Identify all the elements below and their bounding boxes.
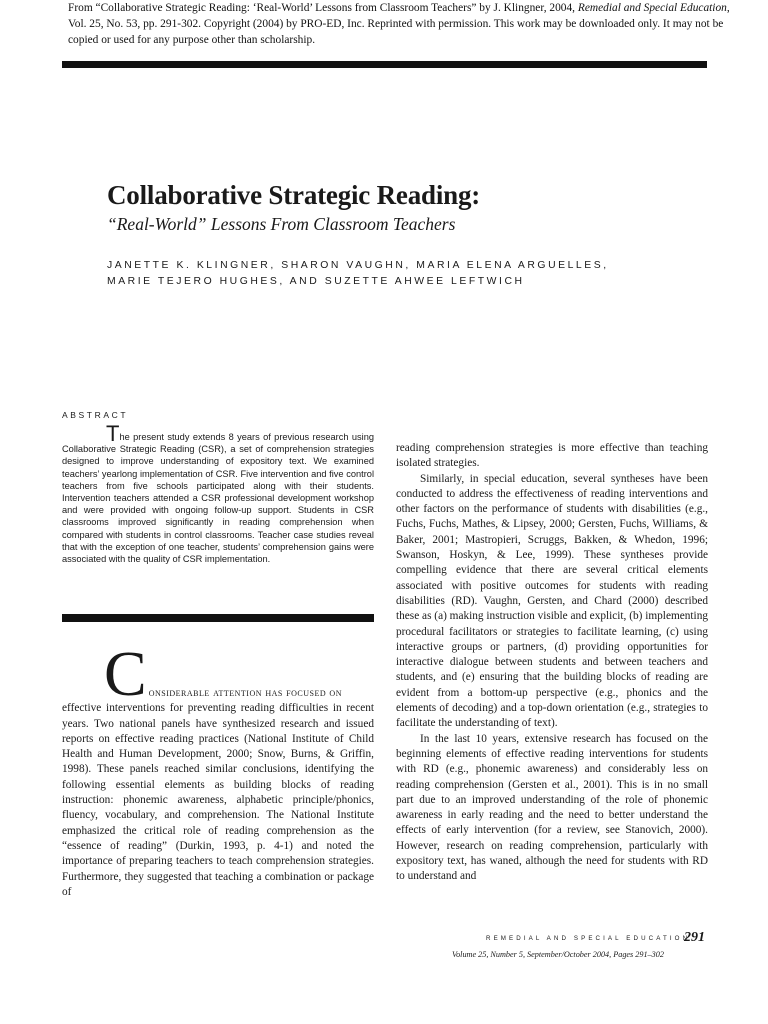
abstract-body	[62, 421, 374, 565]
body-right-paragraph-2: Similarly, in special education, several syntheses have been conducted to address the effectiveness of reading interventions and other factors on the performance of students with disabilities (e.g., Fuchs, Fuchs, Mathes, & Lipsey, 2000; Gersten, Fuchs, Williams, & Baker, 2001; Mastropieri, Scruggs, Bakken, & Whedon, 1996; Swanson, Hoskyn, & Lee, 1999). These syntheses provide compelling evidence that there are several critical elements associated with positive outcomes for students with reading disabilities (RD). Vaughn, Gersten, and Chard (2000) described these as (a) making instruction visible and explicit, (b) implementing procedural facilitators or strategies to facilitate learning, (c) using interactive groups or partners, (d) providing opportunities for interactive dialogue between students and between teachers and students, and (e) ensuring that the building blocks of reading are evident from a bottom-up perspective (e.g., phonics and the elements of decoding) and a top-down orientation (e.g., strategies to facilitate the understanding of text).	[396, 472, 708, 730]
lead-in-smallcaps: onsiderable attention has focused on	[148, 687, 342, 699]
citation-text: From “Collaborative Strategic Reading: ‘Real-World’ Lessons from Classroom Teachers” by J. Klingner, 2004,	[68, 2, 578, 14]
abstract-heading: ABSTRACT	[62, 410, 129, 420]
abstract-text: he present study extends 8 years of previous research using Collaborative Strategic Reading (CSR), a set of comprehension strategies designed to improve understanding of expository text. We examined teachers’ yearlong implementation of CSR. Five intervention and five control teachers from five schools participated along with their students. Intervention teachers attended a CSR professional development workshop and were provided with ongoing follow-up support. Students in CSR classrooms improved significantly in reading comprehension when compared with students in control classrooms. Teacher case studies reveal that with the exception of one teacher, students’ comprehension gains were associated with the quality of CSR implementation.	[62, 432, 374, 565]
body-column-right	[396, 441, 708, 885]
author-list	[107, 258, 609, 290]
top-divider	[62, 61, 707, 68]
footer-volume-info: Volume 25, Number 5, September/October 2004, Pages 291–302	[452, 950, 664, 959]
page-number: 291	[684, 930, 705, 945]
section-divider	[62, 614, 374, 622]
body-left-text: effective interventions for preventing reading difficulties in recent years. Two national panels have synthesized research and issued reports on effective reading practices (National Institute of Child Health and Human Development, 2000; Snow, Burns, & Griffin, 1998). These panels reached similar conclusions, identifying the following essential elements as building blocks of reading instruction: phonemic awareness, alphabetic principle/phonics, fluency, vocabulary, and comprehension. The National Institute emphasized the critical role of reading comprehension as the “essence of reading” (Durkin, 1993, p. 4-1) and noted the importance of preparing teachers to teach comprehension strategies. Furthermore, they suggested that teaching a combination or package of	[62, 702, 374, 898]
citation-notice	[68, 0, 738, 48]
abstract-drop-letter: T	[106, 421, 120, 446]
citation-journal: Remedial and Special Education	[577, 2, 727, 14]
footer-journal-name: REMEDIAL AND SPECIAL EDUCATION	[486, 935, 691, 942]
citation-rights: , Vol. 25, No. 53, pp. 291-302. Copyright (2004) by PRO-ED, Inc. Reprinted with permission. This work may be downloaded only. It may not be copied or used for any purpose other than scholarship.	[68, 2, 730, 46]
author-line-1: JANETTE K. KLINGNER, SHARON VAUGHN, MARIA ELENA ARGUELLES,	[107, 260, 609, 271]
body-right-paragraph-3: In the last 10 years, extensive research has focused on the beginning elements of effective reading interventions for students with RD (e.g., phonemic awareness) and considerably less on reading comprehension (Gersten et al., 2001). This is in no small part due to an improved understanding of the role of phonemic awareness in early reading and the need to better understand the effects of early intervention (for a review, see Stanovich, 2000). However, research on reading comprehension, particularly with expository text, has waned, although the need for students with RD to understand and	[396, 732, 708, 883]
article-subtitle: “Real-World” Lessons From Classroom Teachers	[107, 214, 456, 234]
author-line-2: MARIE TEJERO HUGHES, AND SUZETTE AHWEE LEFTWICH	[107, 276, 525, 287]
drop-cap: C	[104, 638, 147, 709]
body-right-paragraph-1: reading comprehension strategies is more effective than teaching isolated strategies.	[396, 442, 708, 470]
article-title: Collaborative Strategic Reading:	[107, 180, 481, 210]
body-column-left	[62, 638, 374, 900]
